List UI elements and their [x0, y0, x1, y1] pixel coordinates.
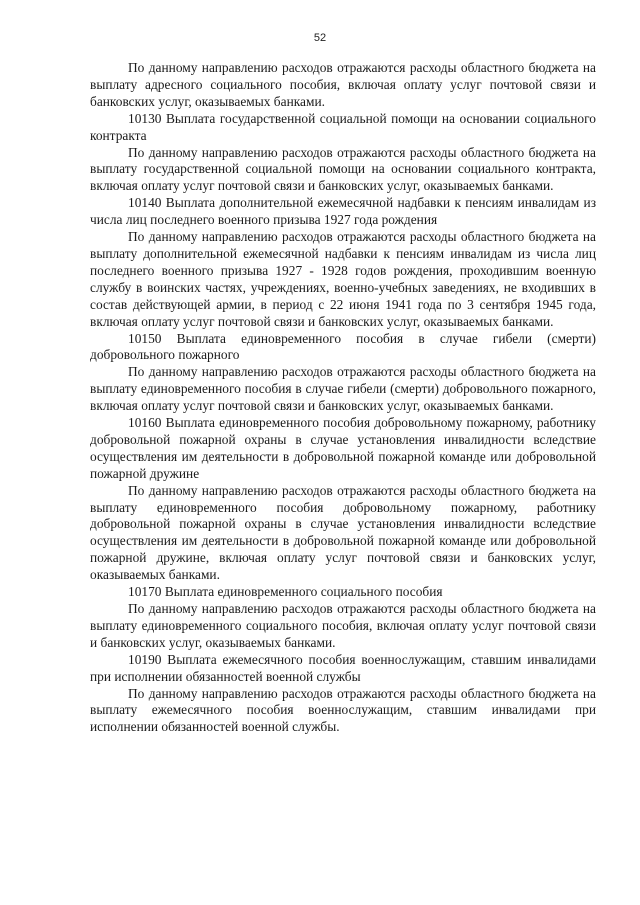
- paragraph-10170-description: По данному направлению расходов отражаются расходы областного бюджета на выплату единовременного социального пособия, включая оплату услуг почтовой связи и банковских услуг, оказываемых банками.: [90, 601, 596, 650]
- heading-10190: 10190 Выплата ежемесячного пособия военнослужащим, ставшим инвалидами при исполнении обязанностей военной службы: [90, 651, 596, 684]
- heading-10170: 10170 Выплата единовременного социального пособия: [128, 584, 443, 600]
- paragraph-10130-description: По данному направлению расходов отражаются расходы областного бюджета на выплату государственной социальной помощи на основании социального контракта, включая оплату услуг почтовой связи и банковских услуг, оказываемых банками.: [90, 144, 596, 194]
- paragraph-10160-description: По данному направлению расходов отражаются расходы областного бюджета на выплату единовременного пособия добровольному пожарному, работнику добровольной пожарной охраны в случае установления инвалидности вследствие осуществления им деятельности в добровольной пожарной команде или добровольной пожарной дружине, включая оплату услуг почтовой связи и банковских услуг, оказываемых банками.: [90, 482, 596, 583]
- heading-10150: 10150 Выплата единовременного пособия в случае гибели (смерти) добровольного пожарного: [90, 330, 596, 363]
- paragraph-address-allowance-description: По данному направлению расходов отражаются расходы областного бюджета на выплату адресного социального пособия, включая оплату услуг почтовой связи и банковских услуг, оказываемых банками.: [90, 60, 596, 109]
- paragraph-10140-description: По данному направлению расходов отражаются расходы областного бюджета на выплату дополнительной ежемесячной надбавки к пенсиям инвалидам из числа лиц последнего военного призыва 1927 - 1928 годов рождения, проходившим военную службу в воинских частях, учреждениях, военно-учебных заведениях, не входивших в состав действующей армии, в период с 22 июня 1941 года по 3 сентября 1945 года, включая оплату услуг почтовой связи и банковских услуг, оказываемых банками.: [90, 229, 596, 329]
- document-body: [90, 60, 596, 736]
- heading-10160: 10160 Выплата единовременного пособия добровольному пожарному, работнику добровольной пожарной охраны в случае установления инвалидности вследствие осуществления им деятельности в добровольной пожарной команде или добровольной пожарной дружине: [90, 415, 596, 481]
- heading-10130: 10130 Выплата государственной социальной помощи на основании социального контракта: [90, 110, 596, 143]
- paragraph-10150-description: По данному направлению расходов отражаются расходы областного бюджета на выплату единовременного пособия в случае гибели (смерти) добровольного пожарного, включая оплату услуг почтовой связи и банковских услуг, оказываемых банками.: [90, 364, 596, 414]
- paragraph-10190-description: По данному направлению расходов отражаются расходы областного бюджета на выплату ежемесячного пособия военнослужащим, ставшим инвалидами при исполнении обязанностей военной службы.: [90, 685, 596, 735]
- page-number: 52: [313, 32, 327, 44]
- heading-10140: 10140 Выплата дополнительной ежемесячной надбавки к пенсиям инвалидам из числа лиц последнего военного призыва 1927 года рождения: [90, 195, 596, 228]
